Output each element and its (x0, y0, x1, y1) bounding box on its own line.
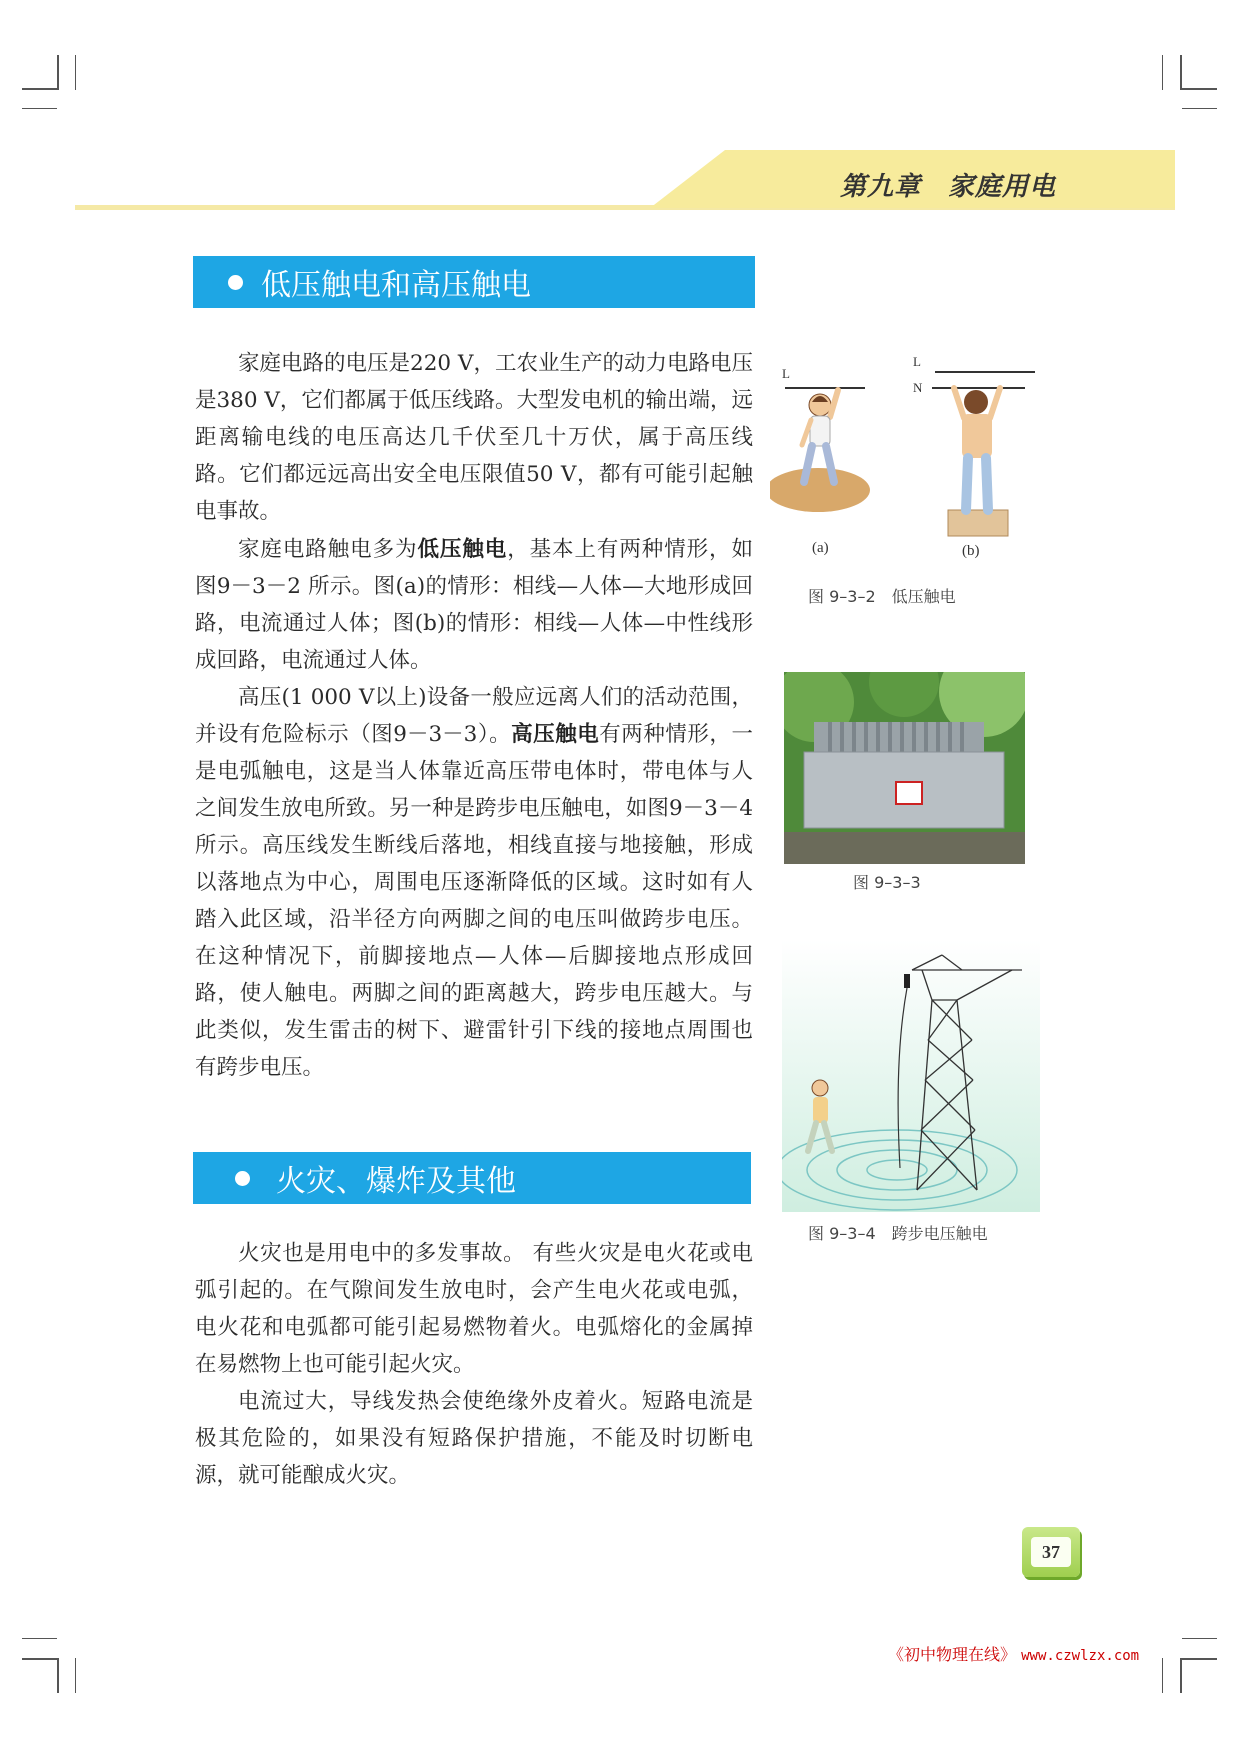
crop-mark (1162, 55, 1163, 90)
text-segment: 有两种情形，一是电弧触电，这是当人体靠近高压带电体时，带电体与人之间发生放电所致。另一种是跨步电压触电，如图9－3－4 所示。高压线发生断线后落地，相线直接与地接触，形成以落地点为中心，周围电压逐渐降低的区域。这时如有人踏入此区域，沿半径方向两脚之间的电压叫做跨步电压。在这种情况下，前脚接地点—人体—后脚接地点形成回路，使人触电。两脚之间的距离越大，跨步电压越大。与此类似，发生雷击的树下、避雷针引下线的接地点周围也有跨步电压。 (195, 722, 753, 1080)
section-heading-low-high-voltage (193, 256, 755, 308)
bullet-dot-icon (228, 275, 243, 290)
paragraph (195, 531, 753, 679)
crop-mark (57, 55, 59, 90)
key-term-low-voltage-shock: 低压触电 (417, 537, 508, 562)
figure-caption-9-3-3: 图 9–3–3 (853, 873, 921, 892)
crop-mark (1182, 88, 1217, 90)
text-segment: 电流过大，导线发热会使绝缘外皮着火。短路电流是极其危险的，如果没有短路保护措施，不能及时切断电源，就可能酿成火灾。 (195, 1389, 753, 1488)
crop-mark (22, 108, 57, 109)
key-term-high-voltage-shock: 高压触电 (511, 722, 600, 747)
crop-mark (22, 1638, 57, 1639)
low-voltage-shock-illustration (770, 350, 1040, 570)
chapter-title: 第九章 家庭用电 (840, 172, 1057, 202)
section-heading-text: 低压触电和高压触电 (261, 268, 531, 303)
crop-mark (1182, 1658, 1217, 1660)
crop-mark (1180, 1658, 1182, 1693)
paragraph (195, 1235, 753, 1383)
paragraph (195, 1383, 753, 1494)
text-segment: 高压(1 000 V以上)设备一般应远离人们的活动范围，并设有危险标示（图9－3－3）。 (195, 685, 753, 747)
watermark-url: www.czwlzx.com (1021, 1648, 1140, 1664)
step-voltage-illustration (782, 940, 1040, 1212)
bullet-dot-icon (235, 1171, 250, 1186)
figure-caption-9-3-4: 图 9–3–4 跨步电压触电 (808, 1224, 988, 1243)
figure-sublabel-b: (b) (962, 543, 980, 559)
figure-low-voltage-shock (770, 350, 1040, 570)
wire-label-L-b: L (913, 354, 921, 369)
text-segment: 家庭电路触电多为 (238, 537, 418, 562)
text-segment: 家庭电路的电压是220 V，工农业生产的动力电路电压是380 V，它们都属于低压线路。大型发电机的输出端，远距离输电线的电压高达几千伏至几十万伏，属于高压线路。它们都远远高出安全电压限值50 V，都有可能引起触电事故。 (195, 351, 753, 524)
crop-mark (75, 1658, 76, 1693)
figure-caption-9-3-2: 图 9–3–2 低压触电 (808, 587, 956, 606)
paragraph (195, 345, 753, 530)
crop-mark (75, 55, 76, 90)
figure-transformer-photo (784, 672, 1025, 864)
crop-mark (22, 1658, 57, 1660)
crop-mark (1180, 55, 1182, 90)
crop-mark (22, 88, 57, 90)
paragraph (195, 679, 753, 1086)
text-segment: 火灾也是用电中的多发事故。 有些火灾是电火花或电弧引起的。在气隙间发生放电时，会产生电火花或电弧，电火花和电弧都可能引起易燃物着火。电弧熔化的金属掉在易燃物上也可能引起火灾。 (195, 1241, 753, 1377)
crop-mark (57, 1658, 59, 1693)
crop-mark (1162, 1658, 1163, 1693)
page-number-badge (1022, 1527, 1080, 1577)
figure-step-voltage (782, 940, 1040, 1212)
page-number: 37 (1031, 1537, 1071, 1567)
crop-mark (1182, 108, 1217, 109)
wire-label-N-b: N (913, 380, 923, 395)
text-segment: ，基本上有两种情形，如图9－3－2 所示。图(a)的情形：相线—人体—大地形成回路，电流通过人体；图(b)的情形：相线—人体—中性线形成回路，电流通过人体。 (195, 537, 753, 673)
watermark-site-name: 《初中物理在线》 (888, 1645, 1017, 1664)
figure-sublabel-a: (a) (812, 540, 829, 556)
crop-mark (1182, 1638, 1217, 1639)
section-heading-text: 火灾、爆炸及其他 (276, 1164, 516, 1199)
transformer-photo-illustration (784, 672, 1025, 864)
section-heading-fire-explosion (193, 1152, 751, 1204)
watermark (888, 1642, 1139, 1665)
wire-label-L-a: L (782, 366, 790, 381)
